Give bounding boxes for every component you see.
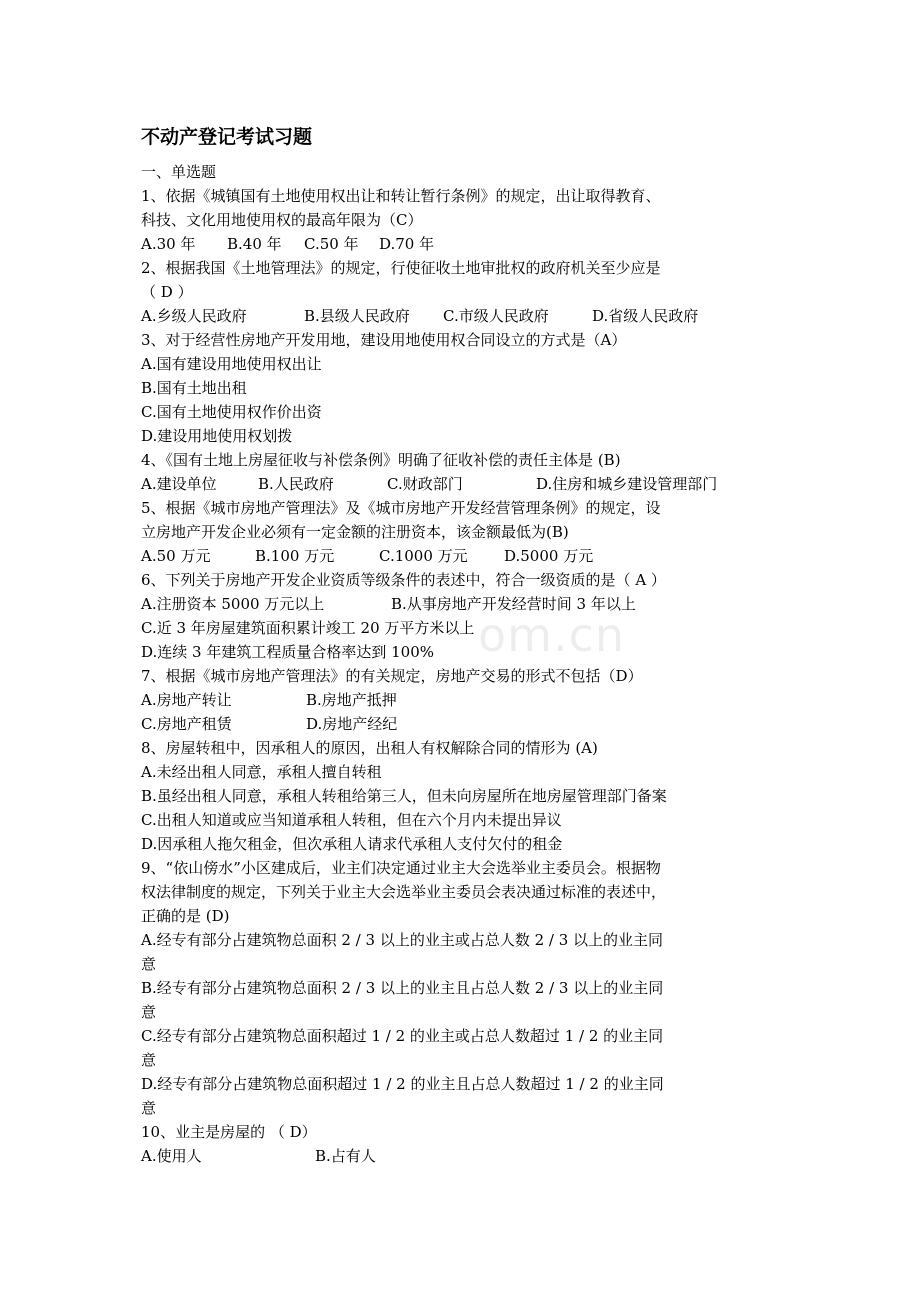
- question-6: [141, 568, 791, 664]
- option: B.虽经出租人同意，承租人转租给第三人，但未向房屋所在地房屋管理部门备案: [141, 787, 667, 805]
- option: C.近 3 年房屋建筑面积累计竣工 20 万平方米以上: [141, 619, 475, 637]
- question-text: 3、对于经营性房地产开发用地，建设用地使用权合同设立的方式是（A）: [141, 331, 627, 349]
- question-4: [141, 448, 791, 496]
- question-10: [141, 1120, 791, 1168]
- option: D.住房和城乡建设管理部门: [536, 475, 718, 493]
- option: C.市级人民政府: [443, 307, 549, 325]
- question-5: [141, 496, 791, 568]
- option: B.经专有部分占建筑物总面积 2 / 3 以上的业主且占总人数 2 / 3 以上的业主同: [141, 979, 664, 997]
- question-text: 8、房屋转租中，因承租人的原因，出租人有权解除合同的情形为 (A): [141, 739, 598, 757]
- watermark: om.cn: [478, 608, 626, 662]
- option: D.经专有部分占建筑物总面积超过 1 / 2 的业主且占总人数超过 1 / 2 的业主同: [141, 1075, 664, 1093]
- option: D.连续 3 年建筑工程质量合格率达到 100%: [141, 643, 434, 661]
- question-text: 9、“依山傍水”小区建成后，业主们决定通过业主大会选举业主委员会。根据物: [141, 859, 661, 877]
- options-row: [141, 544, 791, 568]
- options-row: [141, 232, 791, 256]
- option: C.国有土地使用权作价出资: [141, 403, 322, 421]
- option: A.未经出租人同意，承租人擅自转租: [141, 763, 382, 781]
- option: D.因承租人拖欠租金，但次承租人请求代承租人支付欠付的租金: [141, 835, 563, 853]
- option: C.经专有部分占建筑物总面积超过 1 / 2 的业主或占总人数超过 1 / 2 的业主同: [141, 1027, 664, 1045]
- question-9: [141, 856, 791, 1120]
- option: C.财政部门: [387, 475, 463, 493]
- option: D.省级人民政府: [592, 307, 699, 325]
- question-text: 6、下列关于房地产开发企业资质等级条件的表述中，符合一级资质的是（ A ）: [141, 571, 666, 589]
- option: A.建设单位: [141, 475, 217, 493]
- question-text: 10、业主是房屋的 （ D）: [141, 1123, 317, 1141]
- question-text: 立房地产开发企业必须有一定金额的注册资本，该金额最低为(B): [141, 523, 569, 541]
- question-text: 4、《国有土地上房屋征收与补偿条例》明确了征收补偿的责任主体是 (B): [141, 451, 621, 469]
- options-row: [141, 472, 791, 496]
- option: B.从事房地产开发经营时间 3 年以上: [391, 595, 636, 613]
- option: A.50 万元: [141, 547, 211, 565]
- option: B.国有土地出租: [141, 379, 247, 397]
- option: D.房地产经纪: [306, 715, 398, 733]
- option: A.注册资本 5000 万元以上: [141, 595, 325, 613]
- option: A.30 年: [141, 235, 196, 253]
- option: B.40 年: [227, 235, 282, 253]
- question-text: 科技、文化用地使用权的最高年限为（C）: [141, 211, 423, 229]
- question-text: 7、根据《城市房地产管理法》的有关规定，房地产交易的形式不包括（D）: [141, 667, 643, 685]
- option: A.乡级人民政府: [141, 307, 247, 325]
- question-text: 5、根据《城市房地产管理法》及《城市房地产开发经营管理条例》的规定，设: [141, 499, 661, 517]
- option: C.出租人知道或应当知道承租人转租，但在六个月内未提出异议: [141, 811, 562, 829]
- question-3: [141, 328, 791, 448]
- question-text: 2、根据我国《土地管理法》的规定，行使征收土地审批权的政府机关至少应是: [141, 259, 661, 277]
- question-8: [141, 736, 791, 856]
- option: C.1000 万元: [379, 547, 468, 565]
- options-row: [141, 304, 791, 328]
- option: C.50 年: [304, 235, 359, 253]
- question-7: [141, 664, 791, 736]
- option: B.占有人: [315, 1147, 376, 1165]
- option: C.房地产租赁: [141, 715, 232, 733]
- options-row: [141, 712, 791, 736]
- option: B.100 万元: [255, 547, 335, 565]
- options-row: [141, 592, 791, 616]
- options-row: [141, 1144, 791, 1168]
- section-heading: 一、单选题: [141, 163, 217, 181]
- question-text: 1、依据《城镇国有土地使用权出让和转让暂行条例》的规定，出让取得教育、: [141, 187, 661, 205]
- option: 意: [141, 1003, 157, 1021]
- question-text: 权法律制度的规定，下列关于业主大会选举业主委员会表决通过标准的表述中，: [141, 883, 667, 901]
- question-1: [141, 184, 791, 256]
- option: D.5000 万元: [504, 547, 594, 565]
- option: A.使用人: [141, 1147, 202, 1165]
- option: B.人民政府: [258, 475, 334, 493]
- option: 意: [141, 1099, 157, 1117]
- option: 意: [141, 955, 157, 973]
- document-page: [141, 122, 791, 1168]
- option: A.国有建设用地使用权出让: [141, 355, 322, 373]
- option: D.70 年: [379, 235, 435, 253]
- option: A.经专有部分占建筑物总面积 2 / 3 以上的业主或占总人数 2 / 3 以上的业主同: [141, 931, 664, 949]
- question-text: （ D ）: [141, 283, 193, 301]
- document-title: 不动产登记考试习题: [141, 126, 313, 148]
- option: D.建设用地使用权划拨: [141, 427, 293, 445]
- question-text: 正确的是 (D): [141, 907, 230, 925]
- option: B.房地产抵押: [306, 691, 397, 709]
- option: 意: [141, 1051, 157, 1069]
- option: A.房地产转让: [141, 691, 232, 709]
- options-row: [141, 688, 791, 712]
- option: B.县级人民政府: [304, 307, 410, 325]
- question-2: [141, 256, 791, 328]
